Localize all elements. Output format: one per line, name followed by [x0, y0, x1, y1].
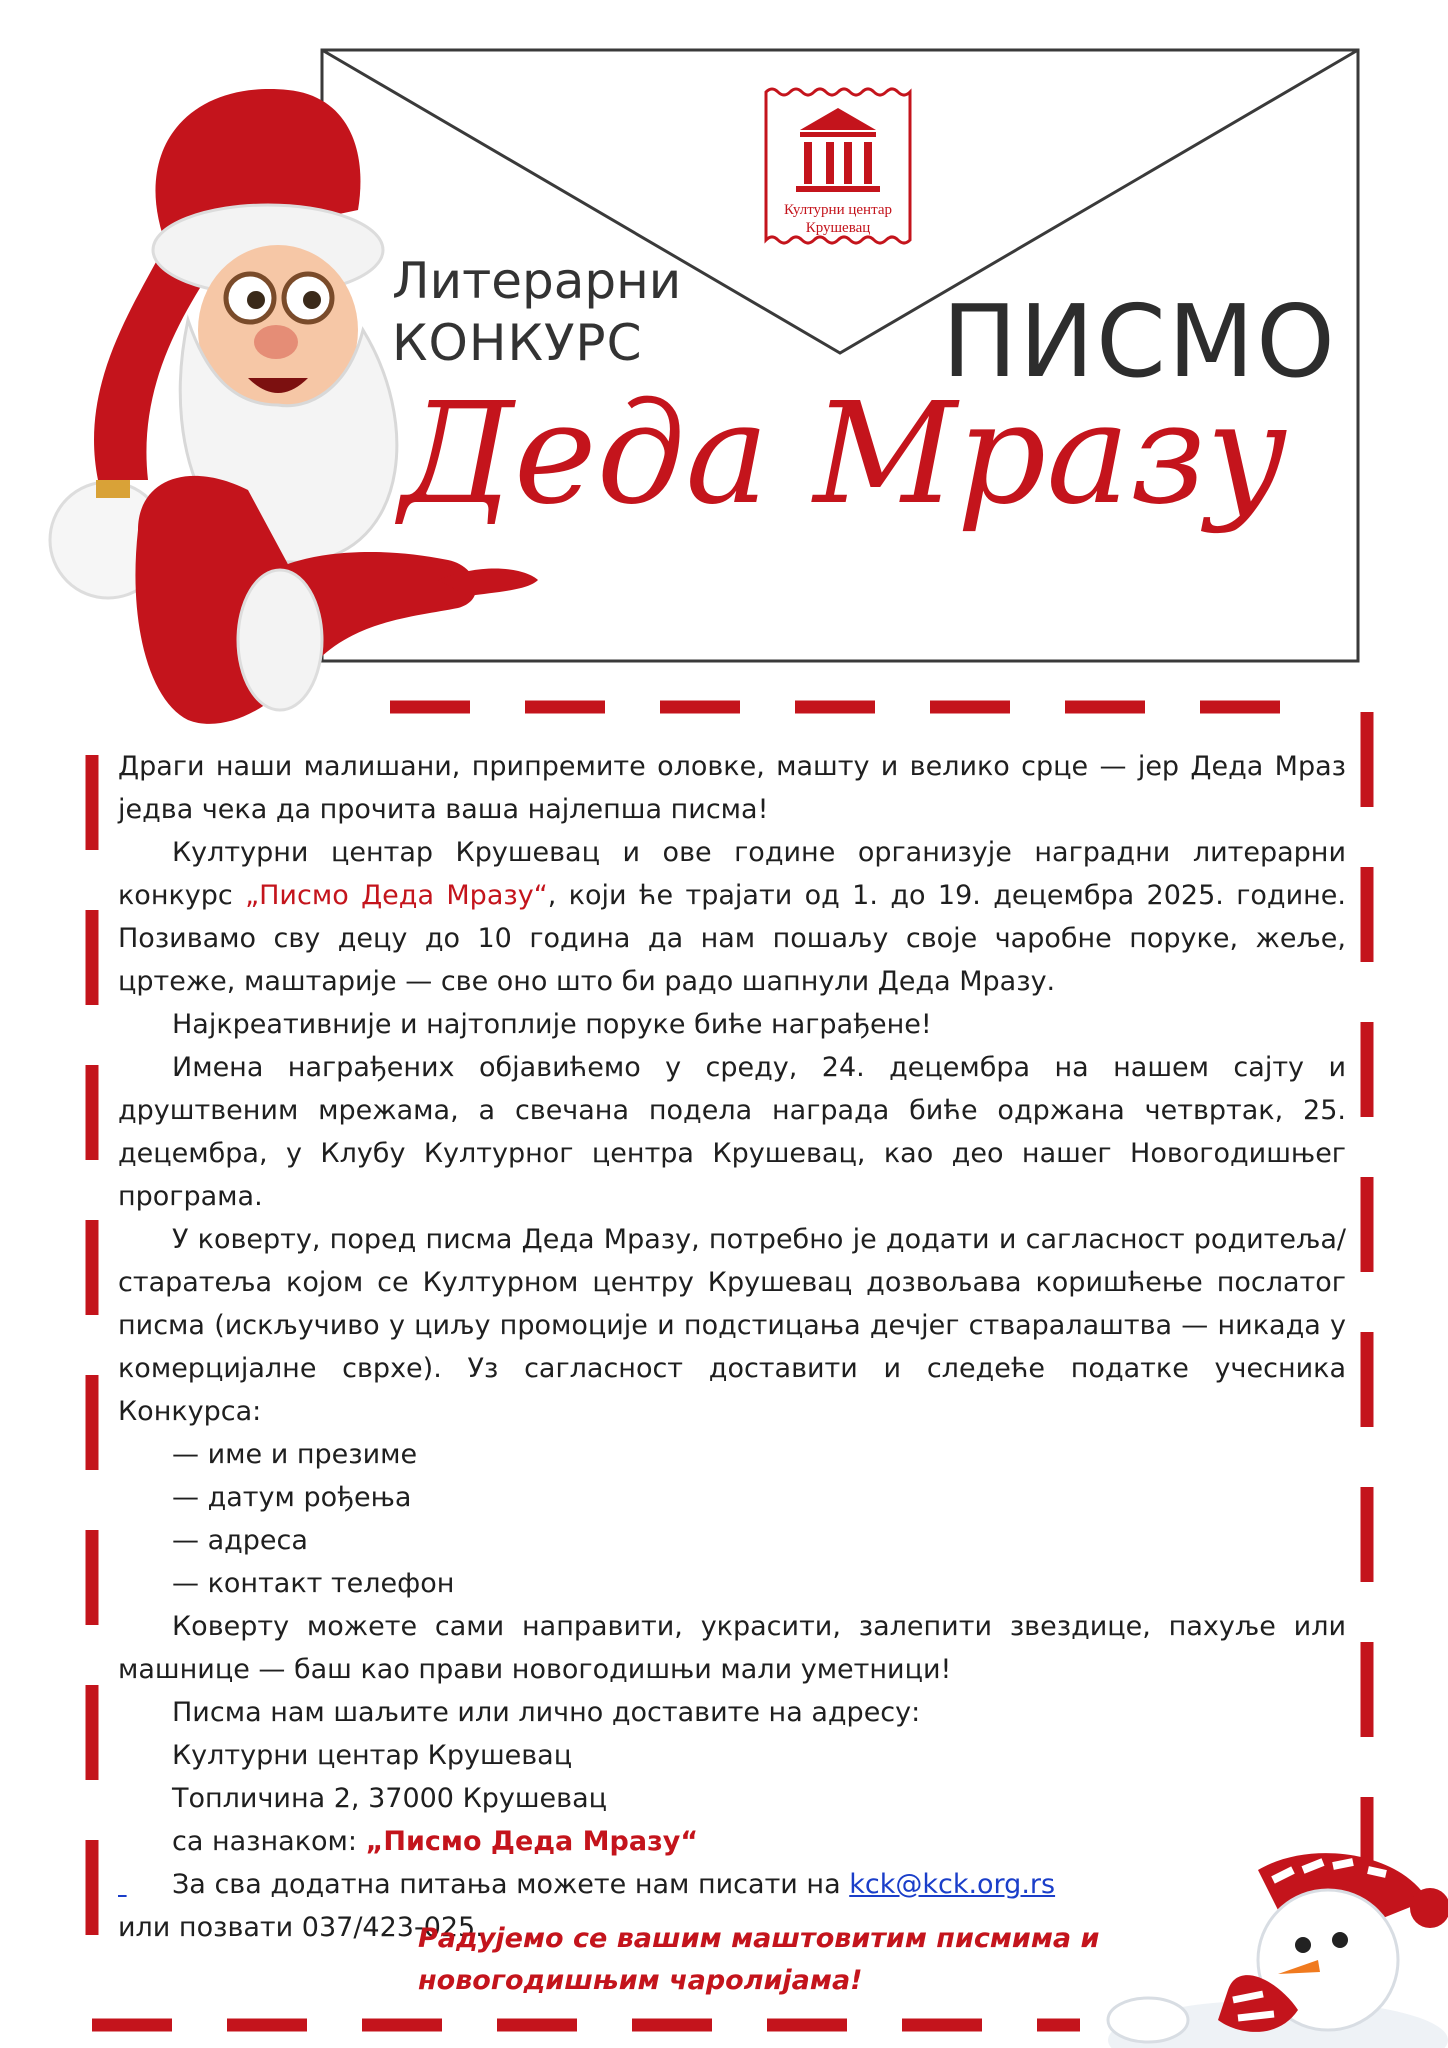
list-item: — адреса	[172, 1525, 308, 1556]
contest-name-highlight: „Писмо Деда Мразу“	[245, 880, 548, 911]
logo-caption-line2: Крушевац	[805, 220, 871, 236]
santa-script-title: Деда Мразу	[400, 373, 1288, 536]
address-highlight: „Писмо Деда Мразу“	[365, 1826, 699, 1857]
contest-paragraph	[118, 831, 1346, 1003]
awards-paragraph: Најкреативније и најтоплије поруке биће награђене!	[172, 1009, 932, 1040]
contest-label: КОНКУРС	[392, 314, 643, 372]
contact-text: За сва додатна питања можете нам писати на	[172, 1869, 850, 1900]
list-item: — контакт телефон	[172, 1568, 455, 1599]
email-link[interactable]: kck@kck.org.rs	[849, 1869, 1056, 1900]
closing-message	[418, 1918, 1118, 2002]
announcement-paragraph: Имена награђених објавићемо у среду, 24. децембра на нашем сајту и друштвеним мрежама, а свечана подела награда биће одржана четвртак, 25. децембра, у Клубу Културног центра Крушевац, као део нашег Новогодишњег програма.	[118, 1052, 1346, 1212]
contest-text-start: Културни центар Крушевац и ове године организује наградни литерарни конкурс	[118, 837, 1346, 911]
underline-spacer	[118, 1863, 172, 1906]
consent-paragraph: У коверту, поред писма Деда Мразу, потребно је додати и сагласност родитеља/старатеља којом се Културном центру Крушевац дозвољава коришћење послатог писма (искључиво у циљу промоције и подстицања дечјег стваралаштва — никада у комерцијалне сврхе). Уз сагласност доставити и следеће податке учесника Конкурса:	[118, 1224, 1346, 1427]
envelope-paragraph: Коверту можете сами направити, украсити, залепити звездице, пахуље или машнице — баш као прави новогодишњи мали уметници!	[118, 1611, 1346, 1685]
list-item: — име и презиме	[172, 1439, 418, 1470]
contest-text-end: , који ће трајати од 1. до 19. децембра 2025. године. Позивамо сву децу до 10 година да нам пошаљу своје чаробне поруке, жеље, цртеже, маштарије — све оно што би радо шапнули Деда Мразу.	[118, 880, 1346, 997]
list-item: — датум рођења	[172, 1482, 412, 1513]
letter-title: ПИСМО	[942, 283, 1337, 400]
letter-body	[118, 745, 1346, 1949]
address-line-1: Културни центар Крушевац	[172, 1740, 573, 1771]
intro-paragraph: Драги наши малишани, припремите оловке, машту и велико срце — јер Деда Мраз једва чека да прочита ваша најлепша писма!	[118, 751, 1346, 825]
address-line-2: Топличина 2, 37000 Крушевац	[172, 1783, 608, 1814]
address-line-3	[118, 1820, 1346, 1863]
literary-label: Литерарни	[392, 252, 682, 310]
closing-line-1: Радујемо се вашим маштовитим писмима и	[418, 1923, 1100, 1954]
closing-line-2: новогодишњим чаролијама!	[418, 1965, 863, 1996]
send-paragraph: Писма нам шаљите или лично доставите на адресу:	[172, 1697, 921, 1728]
contact-paragraph	[118, 1863, 1346, 1906]
address-label: са назнаком:	[172, 1826, 366, 1857]
phone-line: или позвати 037/423-025.	[118, 1912, 484, 1943]
kck-logo	[758, 86, 918, 252]
logo-caption-line1: Културни центар	[784, 202, 892, 218]
